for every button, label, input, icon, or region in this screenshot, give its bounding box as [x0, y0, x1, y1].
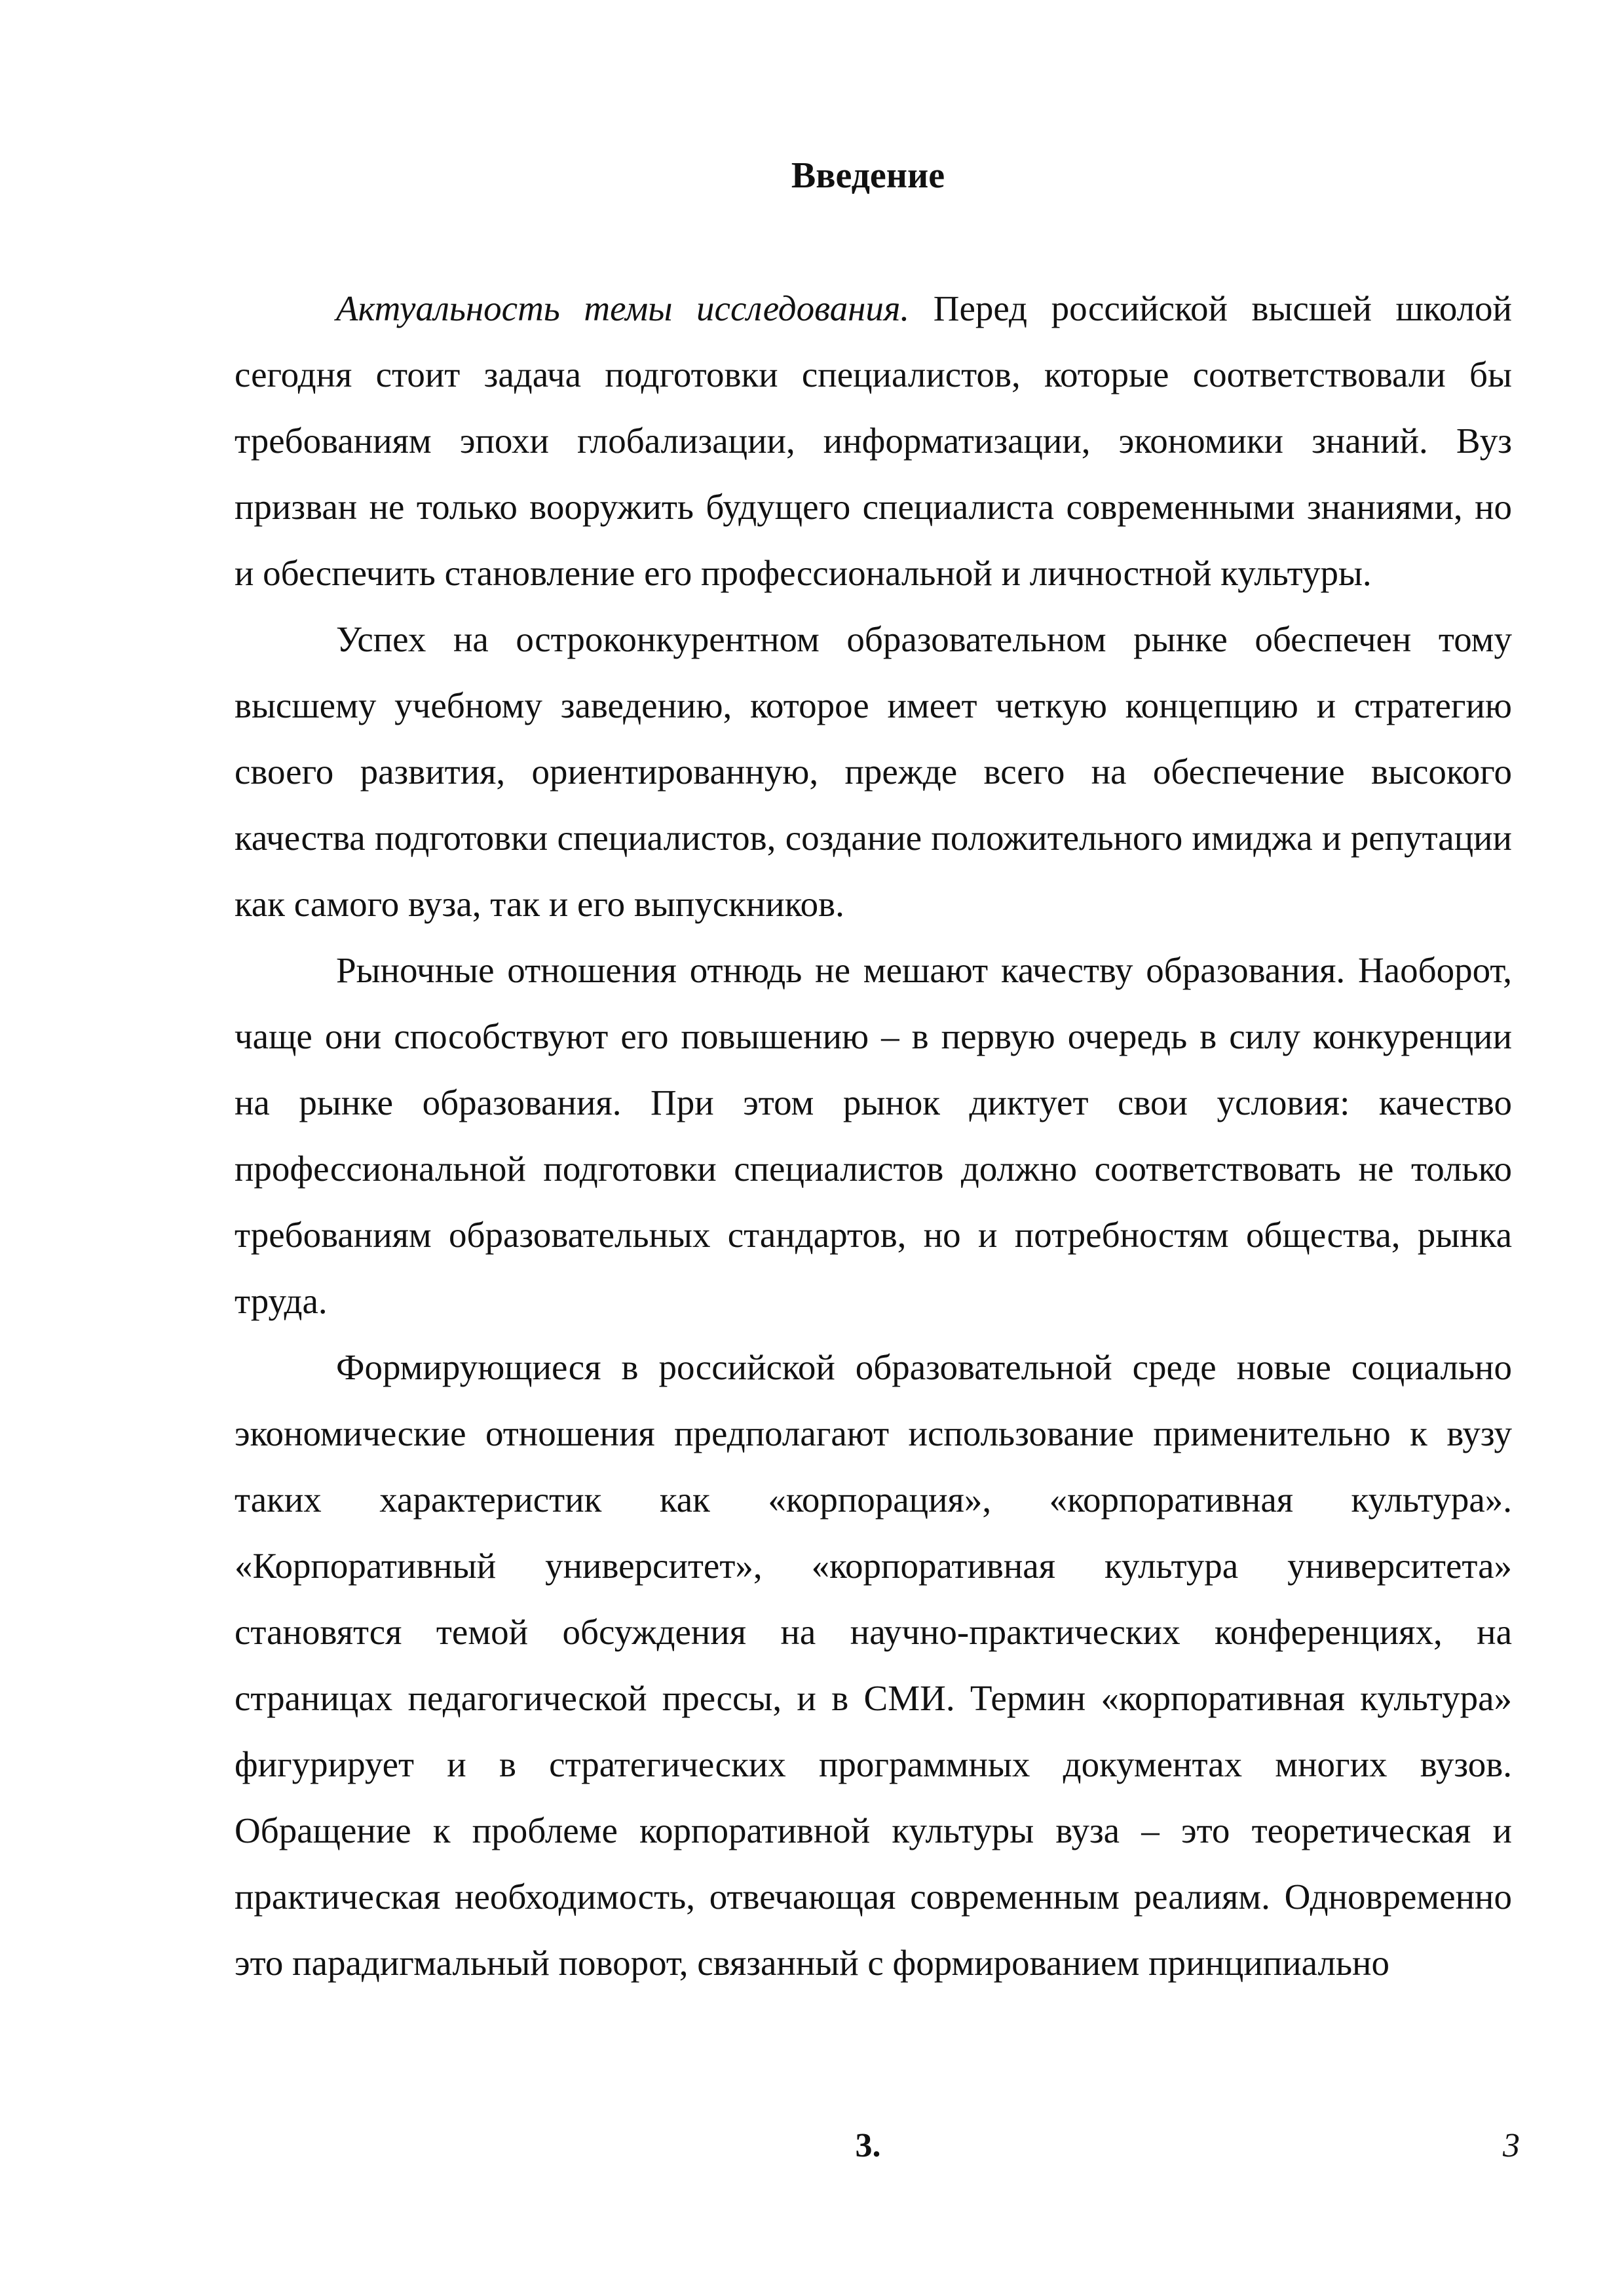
paragraph-relevance	[235, 275, 1512, 606]
paragraph-market-relations: Рыночные отношения отнюдь не мешают качеству образования. Наоборот, чаще они способствуют его повышению – в первую очередь в силу конкуренции на рынке образования. При этом рынок диктует свои условия: качество профессиональной подготовки специалистов должно соответствовать не только требованиям образовательных стандартов, но и потребностям общества, рынка труда.	[235, 950, 1512, 1321]
paragraph-corporate-culture: Формирующиеся в российской образовательной среде новые социально экономические отношения предполагают использование применительно к вузу таких характеристик как «корпорация», «корпоративная культура». «Корпоративный университет», «корпоративная культура университета» становятся темой обсуждения на научно-практических конференциях, на страницах педагогической прессы, и в СМИ. Термин «корпоративная культура» фигурирует и в стратегических программных документах многих вузов. Обращение к проблеме корпоративной культуры вуза – это теоретическая и практическая необходимость, отвечающая современным реалиям. Одновременно это парадигмальный поворот, связанный с формированием принципиально	[235, 1347, 1512, 1983]
page-number-right: 3	[1503, 2127, 1520, 2164]
document-body	[235, 275, 1512, 1996]
document-title: Введение	[791, 155, 945, 196]
paragraph-relevance-text: Перед российской высшей школой сегодня стоит задача подготовки специалистов, которые соответствовали бы требованиям эпохи глобализации, информатизации, экономики знаний. Вуз призван не только вооружить будущего специалиста современными знаниями, но и обеспечить становление его профессиональной и личностной культуры.	[235, 288, 1512, 593]
paragraph-lead-italic: Актуальность темы исследования.	[336, 288, 910, 328]
paragraph-success: Успех на остроконкурентном образовательном рынке обеспечен тому высшему учебному заведению, которое имеет четкую концепцию и стратегию своего развития, ориентированную, прежде всего на обеспечение высокого качества подготовки специалистов, создание положительного имиджа и репутации как самого вуза, так и его выпускников.	[235, 619, 1512, 924]
page-number-center: 3.	[855, 2127, 881, 2164]
